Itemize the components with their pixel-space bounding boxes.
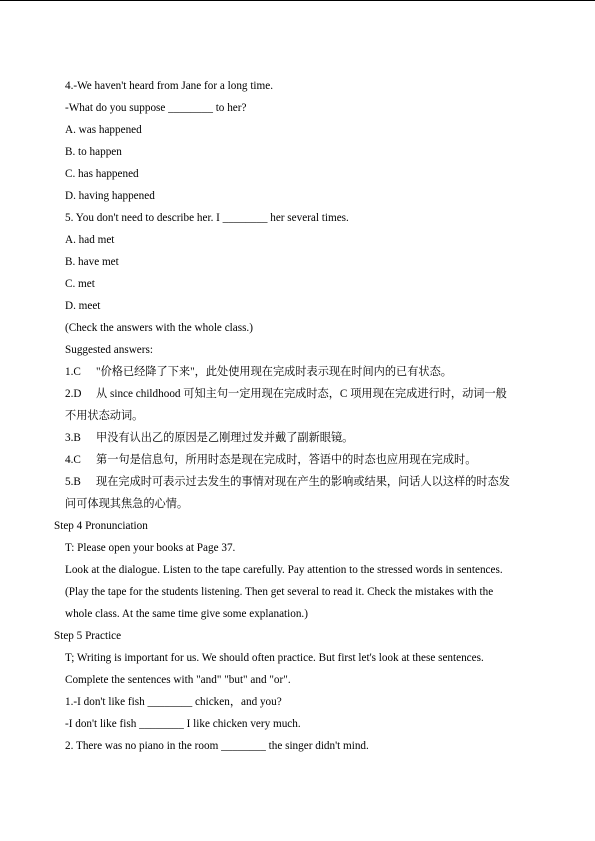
step4-line: whole class. At the same time give some explanation.)	[65, 608, 308, 620]
q5-question: 5. You don't need to describe her. I ________ her several times.	[65, 212, 349, 224]
check-note: (Check the answers with the whole class.)	[65, 322, 253, 334]
answer-text-continuation: 问可体现其焦急的心情。	[65, 498, 189, 510]
answer-number: 2.D	[65, 388, 82, 400]
step4-heading: Step 4 Pronunciation	[54, 520, 148, 532]
step5-line: T; Writing is important for us. We should often practice. But first let's look at these sentences.	[65, 652, 484, 664]
answer-number: 3.B	[65, 432, 81, 444]
q4-option-c: C. has happened	[65, 168, 139, 180]
answer-item	[0, 449, 595, 471]
q5-option-a: A. had met	[65, 234, 115, 246]
step5-line: Complete the sentences with "and" "but" and "or".	[65, 674, 291, 686]
q4-prompt: -What do you suppose ________ to her?	[65, 102, 247, 114]
step4-line: Look at the dialogue. Listen to the tape carefully. Pay attention to the stressed words in sentences.	[65, 564, 503, 576]
answer-item	[0, 383, 595, 405]
q5-option-c: C. met	[65, 278, 95, 290]
step5-exercise-line: -I don't like fish ________ I like chicken very much.	[65, 718, 301, 730]
step5-heading: Step 5 Practice	[54, 630, 122, 642]
q5-option-d: D. meet	[65, 300, 101, 312]
answer-item	[0, 427, 595, 449]
q5-option-b: B. have met	[65, 256, 119, 268]
answer-text: 从 since childhood 可知主句一定用现在完成时态，C 项用现在完成进行时，动词一般	[96, 388, 507, 400]
q4-option-b: B. to happen	[65, 146, 122, 158]
answer-number: 1.C	[65, 366, 81, 378]
suggested-answers-heading: Suggested answers:	[65, 344, 153, 356]
page-top-rule	[0, 0, 595, 1]
step5-exercise-line: 2. There was no piano in the room ________ the singer didn't mind.	[65, 740, 369, 752]
answer-text: 甲没有认出乙的原因是乙刚理过发并戴了副新眼镜。	[96, 432, 354, 444]
answer-text: "价格已经降了下来"，此处使用现在完成时表示现在时间内的已有状态。	[96, 366, 452, 378]
answer-text-continuation: 不用状态动词。	[65, 410, 144, 422]
answer-number: 4.C	[65, 454, 81, 466]
answer-item	[0, 361, 595, 383]
answer-text: 现在完成时可表示过去发生的事情对现在产生的影响或结果，问话人以这样的时态发	[96, 476, 510, 488]
q4-option-d: D. having happened	[65, 190, 155, 202]
answer-number: 5.B	[65, 476, 81, 488]
step4-line: (Play the tape for the students listening. Then get several to read it. Check the mistakes with the	[65, 586, 494, 598]
answer-text: 第一句是信息句，所用时态是现在完成时，答语中的时态也应用现在完成时。	[96, 454, 477, 466]
answer-item	[0, 471, 595, 493]
step4-line: T: Please open your books at Page 37.	[65, 542, 236, 554]
step5-exercise-line: 1.-I don't like fish ________ chicken，and you?	[65, 696, 282, 708]
document-body	[0, 75, 595, 757]
q4-question: 4.-We haven't heard from Jane for a long time.	[65, 80, 274, 92]
q4-option-a: A. was happened	[65, 124, 142, 136]
